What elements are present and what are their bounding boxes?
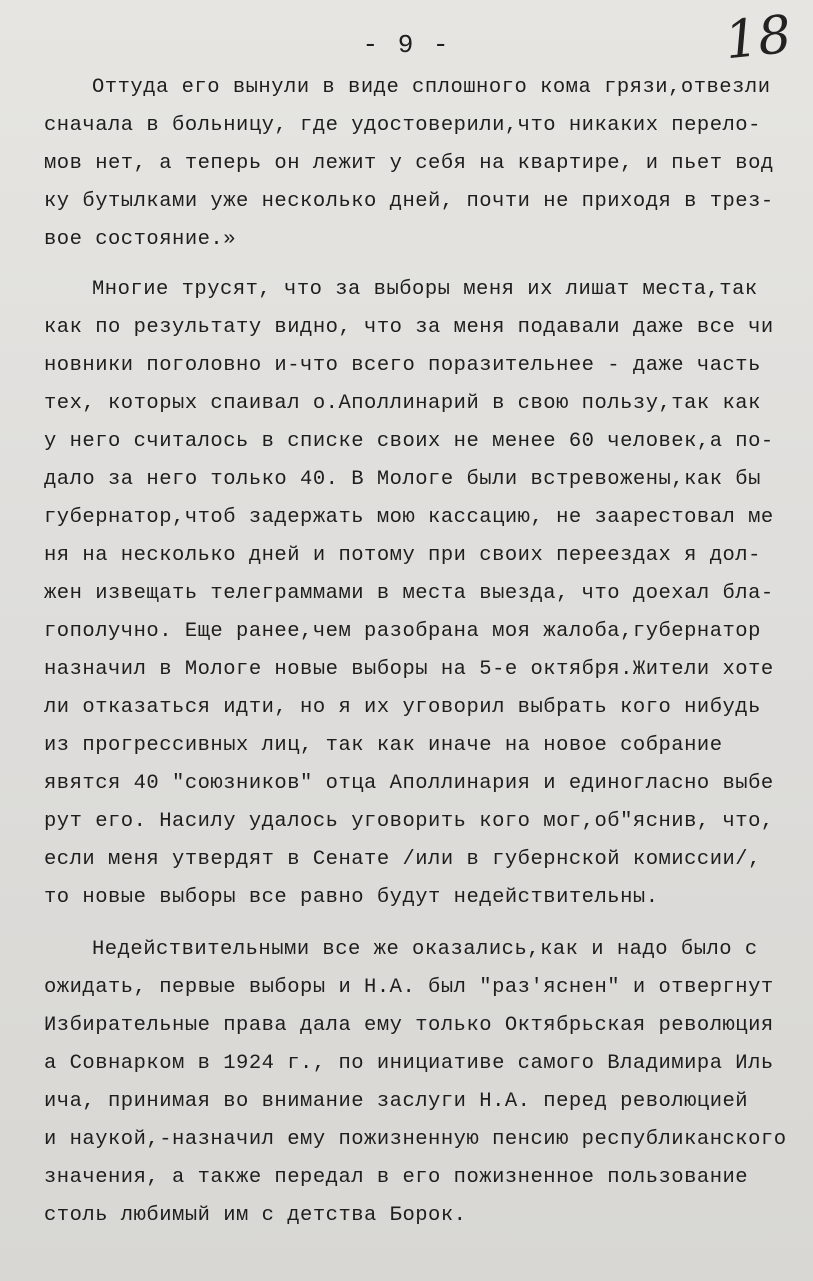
- text-line: и наукой,-назначил ему пожизненную пенсию республиканского: [44, 1128, 787, 1151]
- text-line: мов нет, а теперь он лежит у себя на квартире, и пьет вод: [44, 152, 774, 175]
- text-line: у него считалось в списке своих не менее 60 человек,а по-: [44, 430, 774, 453]
- text-line: вое состояние.»: [44, 228, 237, 251]
- text-line: гополучно. Еще ранее,чем разобрана моя жалоба,губернатор: [44, 620, 761, 643]
- text-line: явятся 40 "союзников" отца Аполлинария и единогласно выбе: [44, 772, 774, 795]
- text-line: новники поголовно и-что всего поразительнее - даже часть: [44, 354, 761, 377]
- text-line: как по результату видно, что за меня подавали даже все чи: [44, 316, 774, 339]
- text-line: ича, принимая во внимание заслуги Н.А. перед революцией: [44, 1090, 749, 1113]
- text-line: Оттуда его вынули в виде сплошного кома грязи,отвезли: [92, 76, 771, 99]
- text-line: то новые выборы все равно будут недействительны.: [44, 886, 659, 909]
- text-line: Недействительными все же оказались,как и надо было с: [92, 938, 758, 961]
- text-line: ли отказаться идти, но я их уговорил выбрать кого нибудь: [44, 696, 761, 719]
- text-line: если меня утвердят в Сенате /или в губернской комиссии/,: [44, 848, 761, 871]
- text-line: значения, а также передал в его пожизненное пользование: [44, 1166, 749, 1189]
- text-line: губернатор,чтоб задержать мою кассацию, не заарестовал ме: [44, 506, 774, 529]
- text-line: ожидать, первые выборы и Н.А. был "раз'яснен" и отвергнут: [44, 976, 774, 999]
- text-line: Избирательные права дала ему только Октябрьская революция: [44, 1014, 774, 1037]
- text-line: дало за него только 40. В Мологе были встревожены,как бы: [44, 468, 761, 491]
- handwritten-sheet-number: 18: [721, 4, 794, 72]
- text-line: столь любимый им с детства Борок.: [44, 1204, 467, 1227]
- text-line: а Совнарком в 1924 г., по инициативе самого Владимира Иль: [44, 1052, 774, 1075]
- text-line: ня на несколько дней и потому при своих переездах я дол-: [44, 544, 761, 567]
- text-line: рут его. Насилу удалось уговорить кого мог,об"яснив, что,: [44, 810, 774, 833]
- page-number: - 9 -: [362, 30, 451, 60]
- text-line: тех, которых спаивал о.Аполлинарий в свою пользу,так как: [44, 392, 761, 415]
- text-line: назначил в Мологе новые выборы на 5-е октября.Жители хоте: [44, 658, 774, 681]
- text-line: из прогрессивных лиц, так как иначе на новое собрание: [44, 734, 723, 757]
- text-line: сначала в больницу, где удостоверили,что никаких перело-: [44, 114, 761, 137]
- text-line: жен извещать телеграммами в места выезда, что доехал бла-: [44, 582, 774, 605]
- text-line: ку бутылками уже несколько дней, почти не приходя в трез-: [44, 190, 774, 213]
- text-line: Многие трусят, что за выборы меня их лишат места,так: [92, 278, 758, 301]
